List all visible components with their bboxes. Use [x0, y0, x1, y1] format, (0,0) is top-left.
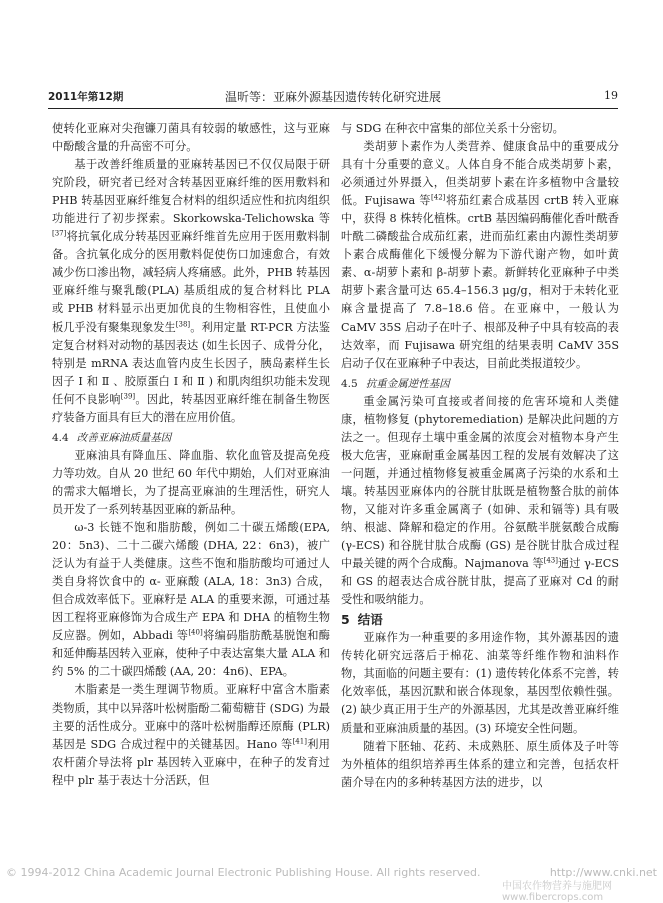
citation[interactable]: [42]: [431, 193, 446, 202]
paragraph: ω-3 长链不饱和脂肪酸，例如二十碳五烯酸(EPA, 20：5n3)、二十二碳六烯酸 (DHA, 22：6n3)，被广泛认为有益于人类健康。这些不饱和脂肪酸均可通过人类自身将饮食中的 α- 亚麻酸 (ALA, 18：3n3) 合成，但合成效率低下。亚麻籽是 ALA 的重要来源，可通过基因工程将亚麻修饰为合成生产 EPA 和 DHA 的植物生物反应器。例如，Abbadi 等[40]将编码脂肪酰基脱饱和酶和延伸酶基因转入亚麻，使种子中表达富集大量 ALA 和约 5% 的二十碳四烯酸 (AA, 20：4n6)、EPA。: [52, 521, 330, 679]
running-header: [48, 89, 618, 107]
cnki-link[interactable]: http://www.cnki.net: [549, 866, 657, 879]
paragraph: 重金属污染可直接或者间接的危害环境和人类健康，植物修复 (phytoremediation) 是解决此问题的方法之一。但现存土壤中重金属的浓度会对植物本身产生极大危害，亚麻耐重金属基因工程的发展有效解决了这一问题，并通过植物修复被重金属离子污染的水系和土壤。转基因亚麻体内的谷胱甘肽既是植物螯合肽的前体物，又能对许多重金属离子 (如砷、汞和镉等) 具有吸纳、根滤、降解和稳定的作用。谷氨酰半胱氨酸合成酶 (γ-ECS) 和谷胱甘肽合成酶 (GS) 是谷胱甘肽合成过程中最关键的两个合成酶。Najmanova 等[43]通过 γ-ECS 和 GS 的超表达合成谷胱甘肽，提高了亚麻对 Cd 的耐受性和吸纳能力。: [341, 394, 619, 607]
paragraph: 亚麻作为一种重要的多用途作物，其外源基因的遗传转化研究远落后于棉花、油菜等纤维作物和油料作物，其面临的问题主要有：(1) 遗传转化体系不完善，转化效率低，基因沉默和嵌合体现象，基因型依赖性强。(2) 缺少真正用于生产的外源基因，尤其是改善亚麻纤维质量和亚麻油质量的基因。(3) 环境安全性问题。: [341, 631, 619, 735]
copyright-notice: © 1994-2012 China Academic Journal Electronic Publishing House. All rights reserved.: [6, 866, 481, 879]
left-column: [52, 120, 330, 790]
journal-issue: 2011年第12期: [48, 91, 124, 103]
citation[interactable]: [43]: [543, 556, 558, 565]
paragraph: 基于改善纤维质量的亚麻转基因已不仅仅局限于研究阶段，研究者已经对含转基因亚麻纤维的医用敷料和 PHB 转基因亚麻纤维复合材料的组织适应性和抗肉组织功能进行了初步探索。Skorkowska-Telichowska 等[37]将抗氧化成分转基因亚麻纤维首先应用于医用敷料制备。含抗氧化成分的医用敷料促使伤口加速愈合，有效减少伤口渗出物，减轻病人疼痛感。此外，PHB 转基因亚麻纤维与聚乳酸(PLA) 基质组成的复合材料比 PLA 或 PHB 材料显示出更加优良的生物相容性，且使血小板几乎没有聚集现象发生[38]。利用定量 RT-PCR 方法鉴定复合材料对动物的基因表达 (如生长因子、成骨分化，特别是 mRNA 表达血管内皮生长因子，胰岛素样生长因子 Ⅰ 和 Ⅱ 、胶原蛋白 Ⅰ 和 Ⅱ ) 和肌肉组织功能未发现任何不良影响[39]。因此，转基因亚麻纤维在制备生物医疗装备方面具有巨大的潜在应用价值。: [52, 158, 330, 424]
citation[interactable]: [41]: [292, 736, 307, 745]
page-number: 19: [604, 89, 618, 102]
paragraph: 使转化亚麻对尖孢镰刀菌具有较弱的敏感性，这与亚麻中酚酸含量的升高密不可分。: [52, 122, 330, 154]
paragraph: 亚麻油具有降血压、降血脂、软化血管及提高免疫力等功效。自从 20 世纪 60 年代中期始，人们对亚麻油的需求大幅增长，为了提高亚麻油的生理活性，研究人员开发了一系列转基因亚麻的新品种。: [52, 448, 330, 516]
citation[interactable]: [39]: [120, 391, 136, 400]
citation[interactable]: [40]: [188, 628, 203, 637]
section-heading-4-5: 4.5 抗重金属逆性基因: [341, 377, 450, 390]
citation[interactable]: [37]: [52, 229, 67, 238]
right-column: [341, 120, 619, 792]
section-heading-5: 5 结语: [341, 612, 383, 628]
paragraph: 与 SDG 在种衣中富集的部位关系十分密切。: [341, 122, 564, 135]
header-rule: [48, 108, 618, 109]
section-heading-4-4: 4.4 改善亚麻油质量基因: [52, 431, 172, 444]
running-title: 温昕等：亚麻外源基因遗传转化研究进展: [224, 90, 441, 104]
paragraph: 木脂素是一类生理调节物质。亚麻籽中富含木脂素类物质，其中以异落叶松树脂酚二葡萄糖苷 (SDG) 为最主要的活性成分。亚麻中的落叶松树脂醇还原酶 (PLR) 基因是 SDG 合成过程中的关键基因。Hano 等[41]利用农杆菌介导法将 plr 基因转入亚麻中，在种子的发育过程中 plr 基于表达十分活跃，但: [52, 683, 330, 787]
paragraph: 随着下胚轴、花药、未成熟胚、原生质体及子叶等为外植体的组织培养再生体系的建立和完善，包括农杆菌介导在内的多种转基因方法的进步，以: [341, 739, 619, 789]
paragraph: 类胡萝卜素作为人类营养、健康食品中的重要成分具有十分重要的意义。人体自身不能合成类胡萝卜素，必须通过外界摄入，但类胡萝卜素在许多植物中含量较低。Fujisawa 等[42]将茄红素合成基因 crtB 转入亚麻中，获得 8 株转化植株。crtB 基因编码酶催化香叶酰香叶酰二磷酸盐合成茄红素，进而茄红素由内源性类胡萝卜素合成酶催化下缓慢分解为下游代谢产物，如叶黄素、α-胡萝卜素和 β-胡萝卜素。新鲜转化亚麻种子中类胡萝卜素含量可达 65.4–156.3 μg/g，相对于未转化亚麻含量提高了 7.8–18.6 倍。在亚麻中，一般认为 CaMV 35S 启动子在叶子、根部及种子中具有较高的表达效率，而 Fujisawa 研究组的结果表明 CaMV 35S 启动子仅在亚麻种子中表达，目前此类报道较少。: [341, 140, 619, 370]
citation[interactable]: [38]: [175, 319, 191, 328]
watermark: 中国农作物营养与施肥网 www.fibercrops.com: [502, 881, 612, 903]
